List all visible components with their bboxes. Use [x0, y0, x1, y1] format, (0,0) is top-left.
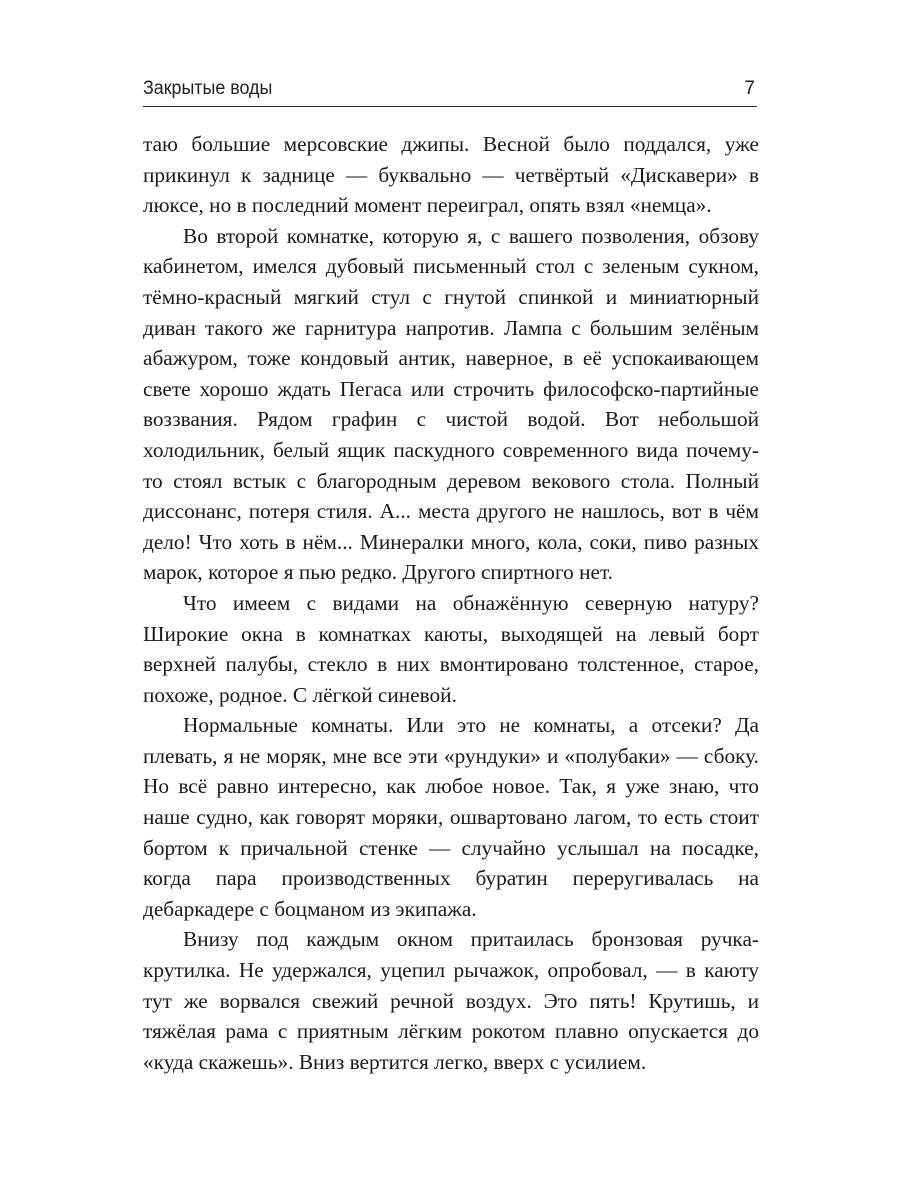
paragraph: Во второй комнатке, которую я, с вашего позволения, обзову кабинетом, имелся дубовый письменный стол с зеленым сукном, тёмно-красный мягкий стул с гнутой спинкой и миниатюрный диван такого же гарнитура напротив. Лампа с большим зелёным абажуром, тоже кондовый антик, наверное, в её успокаивающем свете хорошо ждать Пегаса или строчить философско-партийные воззвания. Рядом графин с чистой водой. Вот небольшой холодильник, белый ящик паскудного современного вида почему-то стоял встык с благородным деревом векового стола. Полный диссонанс, потеря стиля. А... места другого не нашлось, вот в чём дело! Что хоть в нём... Минералки много, кола, соки, пиво разных марок, которое я пью редко. Другого спиртного нет. — [143, 223, 759, 585]
paragraph: Нормальные комнаты. Или это не комнаты, а отсеки? Да плевать, я не моряк, мне все эти «рундуки» и «полубаки» — сбоку. Но всё равно интересно, как любое новое. Так, я уже знаю, что наше судно, как говорят моряки, ошвартовано лагом, то есть стоит бортом к причальной стенке — случайно услышал на посадке, когда пара производственных буратин переругивалась на дебаркадере с боцманом из экипажа. — [143, 713, 759, 921]
paragraph: Внизу под каждым окном притаилась бронзовая ручка-крутилка. Не удержался, уцепил рычажок, опробовал, — в каюту тут же ворвался свежий речной воздух. Это пять! Крутишь, и тяжёлая рама с приятным лёгким рокотом плавно опускается до «куда скажешь». Вниз вертится легко, вверх с усилием. — [143, 927, 759, 1074]
running-title: Закрытые воды — [143, 78, 273, 99]
paragraph: Что имеем с видами на обнажённую северную натуру? Широкие окна в комнатках каюты, выходящей на левый борт верхней палубы, стекло в них вмонтировано толстенное, старое, похоже, родное. С лёгкой синевой. — [143, 590, 759, 707]
body-text — [143, 129, 759, 1077]
paragraph: таю большие мерсовские джипы. Весной было поддался, уже прикинул к заднице — буквально — четвёртый «Дискавери» в люксе, но в последний момент переиграл, опять взял «немца». — [143, 132, 759, 218]
header-rule — [143, 106, 757, 107]
running-head — [143, 76, 757, 104]
page-number: 7 — [744, 78, 755, 99]
